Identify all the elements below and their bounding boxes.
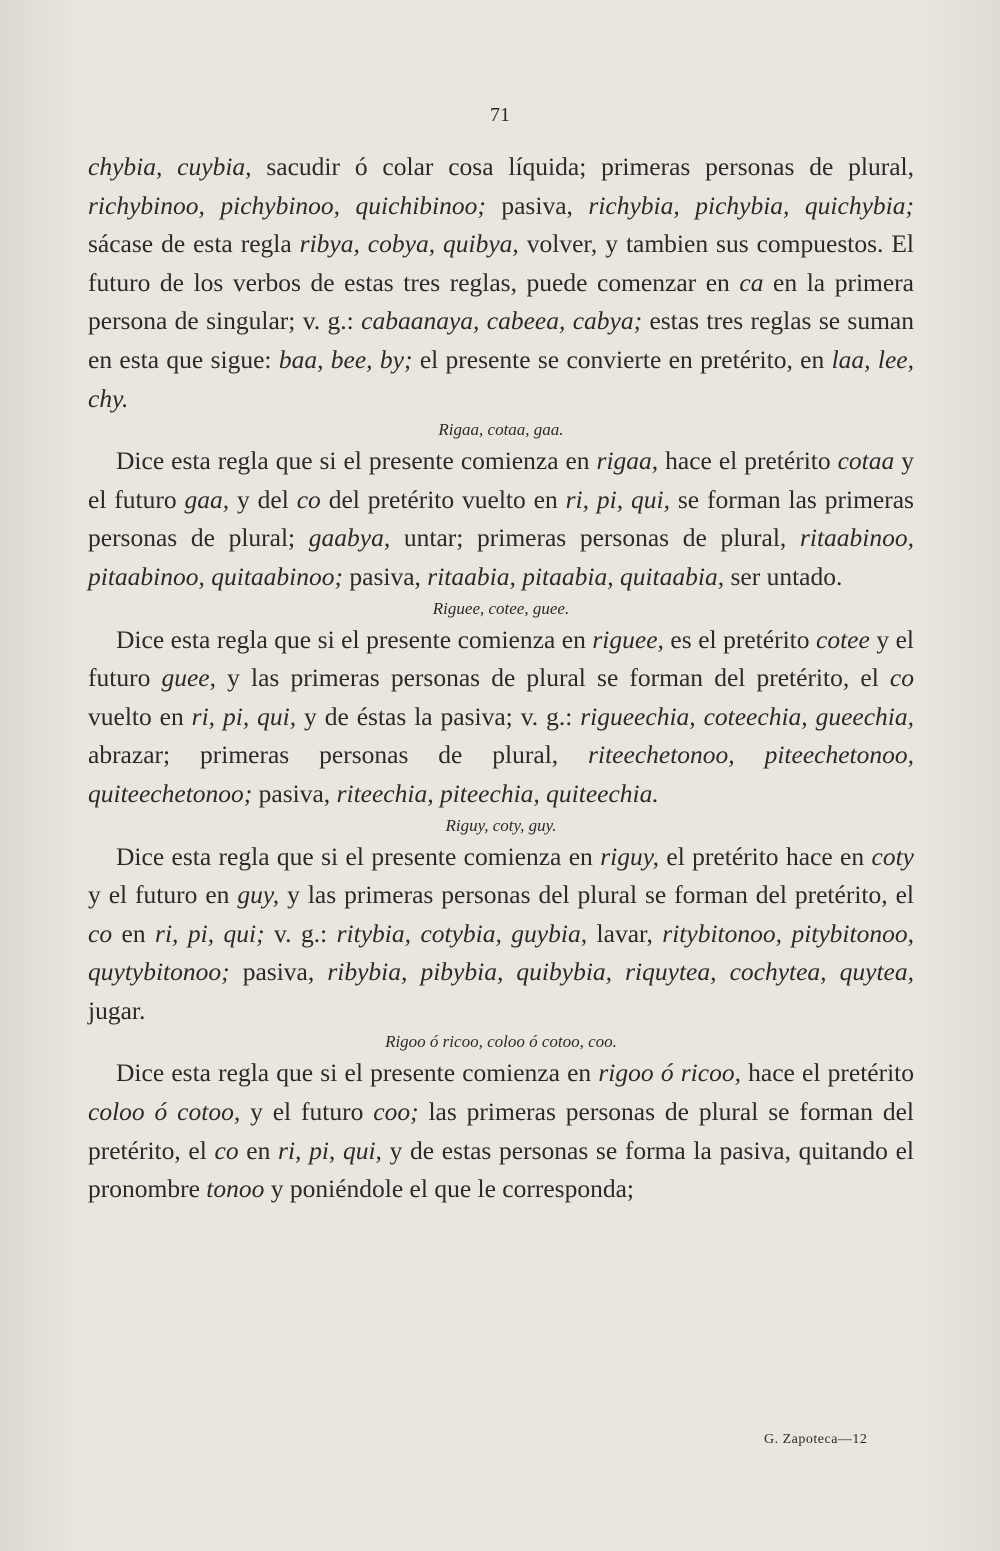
italic-term: gaabya,: [308, 523, 391, 553]
text-run: pasiva,: [229, 957, 328, 987]
text-run: y del: [229, 484, 297, 514]
italic-term: riguy,: [600, 841, 659, 871]
italic-term: tonoo: [206, 1174, 265, 1204]
section-heading: Riguy, coty, guy.: [445, 815, 557, 835]
text-run: abrazar; primeras personas de plural,: [88, 740, 589, 770]
text-run: ser untado.: [724, 561, 843, 591]
italic-term: riteechia, piteechia, quiteechia.: [336, 778, 659, 808]
section-heading: Riguee, cotee, guee.: [432, 598, 570, 618]
paragraph: [88, 442, 914, 596]
text-run: Dice esta regla que si el presente comienza en: [116, 1058, 599, 1088]
text-run: el pretérito hace en: [659, 841, 872, 871]
italic-term: richybinoo, pichybinoo, quichibinoo;: [88, 190, 486, 220]
italic-term: cotaa: [837, 446, 895, 476]
italic-term: guee,: [161, 663, 216, 693]
italic-term: ribybia, pibybia, quibybia, riquytea, cochytea, quytea,: [327, 957, 914, 987]
text-run: untar; primeras personas de plural,: [390, 523, 800, 553]
italic-term: chybia, cuybia,: [88, 152, 252, 181]
text-run: estas tres reglas se suman en esta que sigue:: [88, 306, 914, 374]
italic-term: gaa,: [184, 484, 230, 514]
section-heading: Rigoo ó ricoo, coloo ó cotoo, coo.: [385, 1032, 617, 1052]
text-run: y las primeras personas de plural se forman del pretérito, el: [215, 663, 890, 693]
italic-term: cabaanaya, cabeea, cabya;: [361, 306, 643, 336]
text-run: pasiva,: [252, 778, 337, 808]
text-run: en: [238, 1135, 279, 1165]
italic-term: ritaabinoo, pitaabinoo, quitaabinoo;: [88, 523, 915, 591]
text-run: se forman las primeras personas de plural;: [88, 484, 914, 553]
section-heading: Rigaa, cotaa, gaa.: [438, 420, 564, 440]
text-run: Dice esta regla que si el presente comienza en: [116, 624, 593, 654]
italic-term: rigoo ó ricoo,: [598, 1058, 741, 1088]
italic-term: co: [88, 918, 113, 948]
text-run: lavar,: [587, 918, 663, 948]
text-run: pasiva,: [343, 561, 428, 591]
italic-term: guy,: [237, 880, 280, 910]
italic-term: ca: [739, 267, 764, 297]
italic-term: coo;: [373, 1097, 419, 1127]
italic-term: ritybia, cotybia, guybia,: [336, 918, 588, 948]
italic-term: ritaabia, pitaabia, quitaabia,: [427, 561, 725, 591]
text-run: sacudir ó colar cosa líquida; primeras personas de plural,: [251, 152, 914, 181]
text-run: en: [112, 918, 156, 948]
text-run: jugar.: [88, 995, 146, 1025]
paragraph: [88, 1054, 914, 1208]
italic-term: riteechetonoo, piteechetonoo, quiteechetonoo;: [88, 740, 914, 808]
italic-term: ri, pi, qui,: [191, 701, 297, 731]
text-run: y el futuro: [240, 1097, 374, 1127]
text-run: y las primeras personas del plural se forman del pretérito, el: [279, 880, 914, 910]
text-run: el presente se convierte en pretérito, en: [412, 344, 832, 374]
text-run: sácase de esta regla: [88, 229, 300, 259]
italic-term: ribya, cobya, quibya,: [299, 229, 519, 259]
italic-term: co: [889, 663, 914, 693]
italic-term: rigaa,: [596, 446, 659, 476]
text-run: y poniéndole el que le corresponda;: [264, 1174, 634, 1204]
italic-term: co: [296, 484, 321, 514]
text-run: hace el pretérito: [740, 1058, 915, 1088]
text-run: volver, y tambien sus compuestos. El futuro de los verbos de estas tres reglas, puede comenzar en: [88, 229, 914, 297]
text-run: y el futuro: [88, 446, 914, 514]
text-run: hace el pretérito: [658, 446, 838, 476]
italic-term: rigueechia, coteechia, gueechia,: [580, 701, 914, 731]
italic-term: ritybitonoo, pitybitonoo, quytybitonoo;: [88, 918, 914, 987]
text-run: Dice esta regla que si el presente comienza en: [116, 841, 601, 871]
italic-term: co: [214, 1135, 239, 1165]
paragraph: [88, 148, 914, 418]
text-run: y de éstas la pasiva; v. g.:: [296, 701, 581, 731]
text-run: pasiva,: [485, 190, 589, 220]
text-run: en la primera persona de singular; v. g.:: [88, 267, 914, 336]
paragraph: [88, 838, 914, 1031]
text-run: v. g.:: [264, 918, 337, 948]
text-run: y el futuro: [88, 624, 915, 693]
italic-term: ri, pi, qui,: [278, 1135, 382, 1165]
text-run: del pretérito vuelto en: [320, 484, 566, 514]
italic-term: baa, bee, by;: [278, 344, 413, 374]
text-run: Dice esta regla que si el presente comienza en: [116, 446, 597, 476]
italic-term: laa, lee, chy.: [88, 344, 914, 413]
italic-term: riguee,: [592, 624, 664, 654]
italic-term: cotee: [816, 624, 870, 654]
italic-term: coty: [871, 841, 914, 871]
page-number: 71: [490, 104, 510, 126]
text-run: las primeras personas de plural se forman del pretérito, el: [88, 1097, 915, 1165]
paragraph: [88, 621, 914, 814]
text-run: y de estas personas se forma la pasiva, quitando el pronombre: [88, 1135, 914, 1204]
italic-term: ri, pi, qui,: [565, 484, 670, 514]
printer-signature-mark: G. Zapoteca—12: [764, 1432, 868, 1447]
italic-term: ri, pi, qui;: [155, 918, 265, 948]
page-body: [88, 148, 914, 1209]
italic-term: richybia, pichybia, quichybia;: [588, 190, 914, 220]
text-run: es el pretérito: [663, 624, 817, 654]
italic-term: coloo ó cotoo,: [88, 1097, 241, 1127]
text-run: y el futuro en: [88, 880, 238, 910]
text-run: vuelto en: [88, 701, 192, 731]
